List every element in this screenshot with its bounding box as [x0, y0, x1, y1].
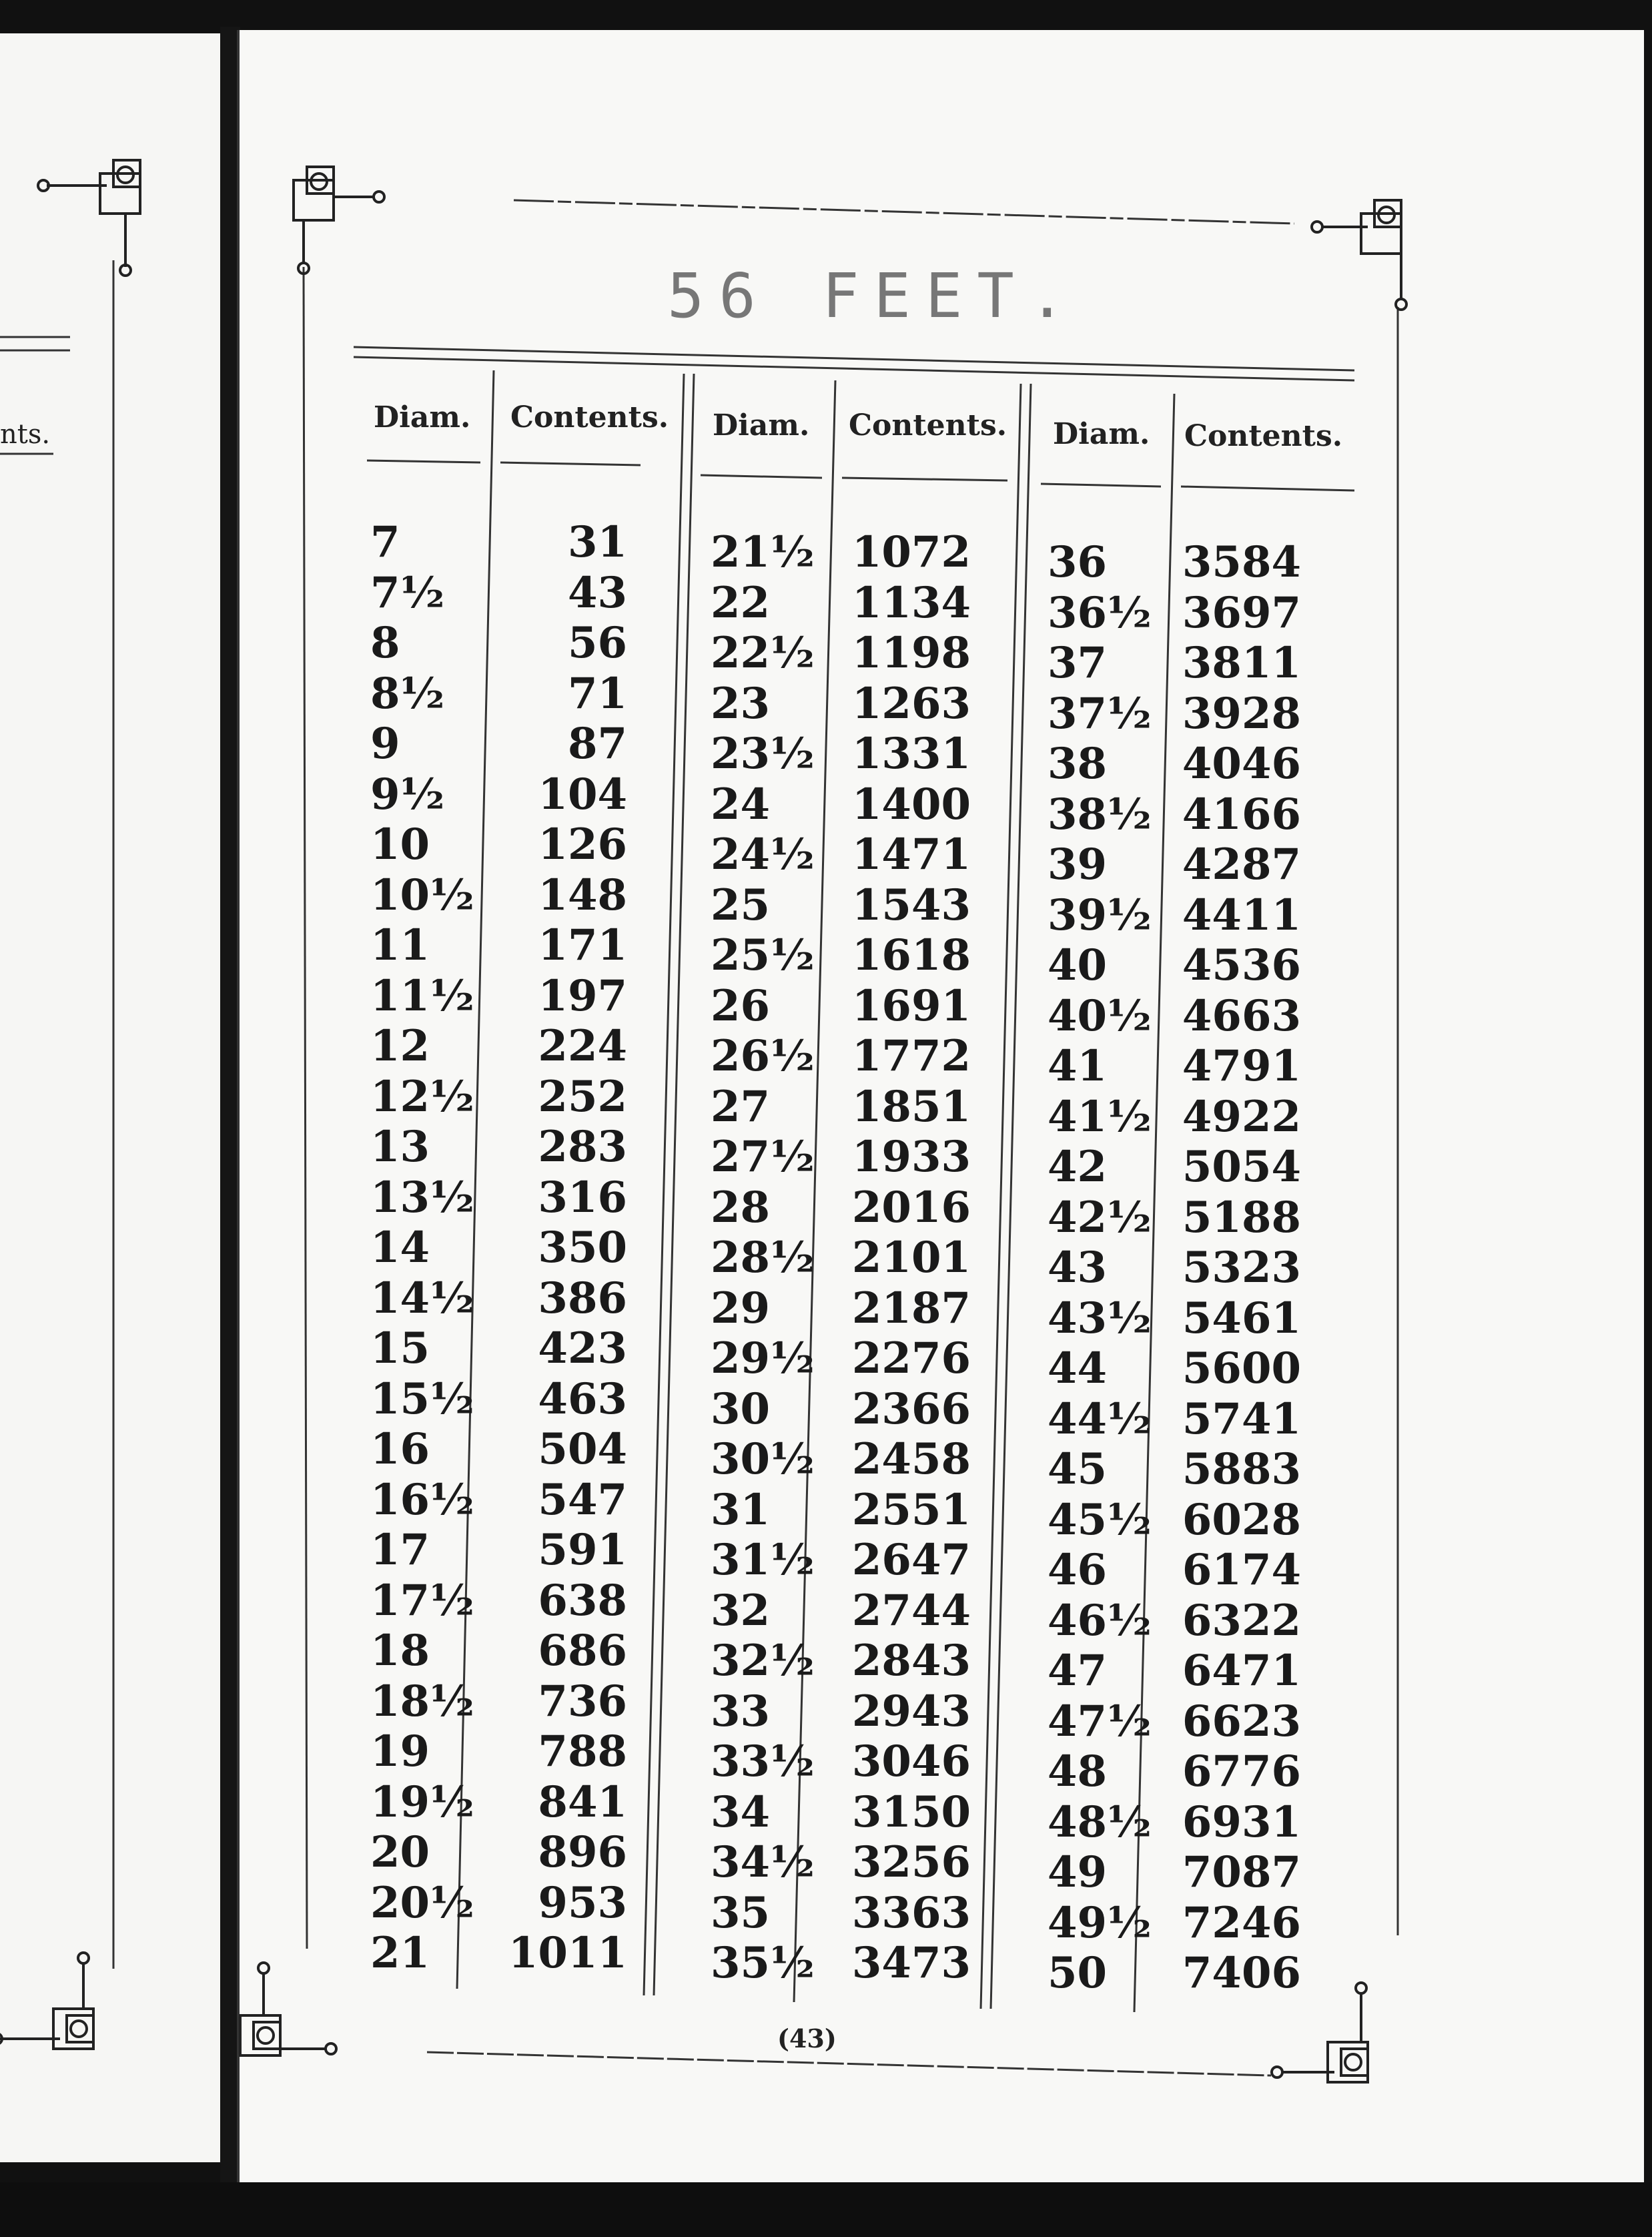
diam-cell: 26½ — [711, 1031, 815, 1081]
diam-cell: 8½ — [370, 668, 445, 719]
header-contents-2: Contents. — [849, 408, 1007, 442]
contents-cell: 1471 — [851, 830, 971, 880]
diam-cell: 48½ — [1048, 1797, 1152, 1847]
diam-cell: 13 — [370, 1122, 430, 1172]
diam-cell: 27½ — [711, 1132, 815, 1182]
header-contents-3: Contents. — [1184, 419, 1343, 453]
diam-cell: 7 — [370, 517, 400, 567]
diam-cell: 14 — [370, 1223, 430, 1273]
header-diam-3: Diam. — [1053, 417, 1150, 451]
diam-cell: 17 — [370, 1525, 430, 1575]
diam-cell: 33 — [711, 1686, 771, 1736]
contents-cell: 3697 — [1182, 587, 1301, 638]
diam-cell: 46½ — [1048, 1595, 1152, 1646]
contents-cell: 463 — [538, 1373, 627, 1424]
diam-cell: 45½ — [1048, 1494, 1152, 1545]
contents-cell: 1011 — [508, 1928, 627, 1978]
diam-cell: 8 — [370, 618, 400, 668]
diam-cell: 49½ — [1048, 1897, 1152, 1948]
contents-cell: 1198 — [851, 628, 971, 678]
diam-cell: 16 — [370, 1424, 430, 1474]
diam-cell: 10 — [370, 820, 430, 870]
contents-cell: 5461 — [1182, 1293, 1301, 1343]
contents-cell: 71 — [567, 668, 627, 719]
contents-cell: 6322 — [1182, 1595, 1301, 1646]
diam-cell: 12½ — [370, 1071, 474, 1122]
contents-cell: 252 — [538, 1071, 627, 1122]
diam-cell: 43 — [1048, 1243, 1108, 1293]
contents-cell: 1691 — [851, 980, 971, 1031]
contents-cell: 5054 — [1182, 1142, 1301, 1192]
contents-cell: 2943 — [851, 1686, 971, 1736]
contents-cell: 4536 — [1182, 940, 1301, 990]
contents-cell: 3584 — [1182, 537, 1301, 587]
contents-cell: 4166 — [1182, 789, 1301, 840]
header-contents-1: Contents. — [510, 400, 669, 434]
header-diam-1: Diam. — [374, 400, 471, 434]
contents-cell: 6471 — [1182, 1646, 1301, 1696]
contents-cell: 5188 — [1182, 1192, 1301, 1243]
contents-cell: 87 — [567, 719, 627, 769]
contents-cell: 953 — [538, 1877, 627, 1928]
diam-cell: 49 — [1048, 1847, 1108, 1897]
contents-cell: 283 — [538, 1122, 627, 1172]
diam-cell: 43½ — [1048, 1293, 1152, 1343]
contents-cell: 197 — [538, 970, 627, 1021]
group3-diam-column — [1048, 537, 1161, 1999]
contents-cell: 3811 — [1182, 638, 1301, 688]
contents-cell: 841 — [538, 1777, 627, 1827]
contents-cell: 1851 — [851, 1081, 971, 1132]
diam-cell: 9 — [370, 719, 400, 769]
diam-cell: 21 — [370, 1928, 430, 1978]
diam-cell: 35½ — [711, 1938, 815, 1988]
contents-cell: 1543 — [851, 880, 971, 930]
contents-cell: 423 — [538, 1323, 627, 1373]
diam-cell: 15½ — [370, 1373, 474, 1424]
diam-cell: 39 — [1048, 840, 1108, 890]
contents-cell: 7406 — [1182, 1948, 1301, 1998]
diam-cell: 25 — [711, 880, 771, 930]
contents-cell: 2647 — [851, 1535, 971, 1585]
contents-cell: 3363 — [851, 1887, 971, 1938]
diam-cell: 22 — [711, 577, 771, 628]
contents-cell: 2843 — [851, 1636, 971, 1686]
diam-cell: 40½ — [1048, 990, 1152, 1041]
diam-cell: 13½ — [370, 1172, 474, 1223]
diam-cell: 31½ — [711, 1535, 815, 1585]
contents-cell: 638 — [538, 1575, 627, 1626]
diam-cell: 37 — [1048, 638, 1108, 688]
contents-cell: 126 — [538, 820, 627, 870]
contents-cell: 2016 — [851, 1182, 971, 1233]
diam-cell: 26 — [711, 980, 771, 1031]
group1-diam-column — [370, 517, 484, 1979]
contents-cell: 148 — [538, 870, 627, 920]
diam-cell: 11 — [370, 920, 430, 970]
diam-cell: 35 — [711, 1887, 771, 1938]
contents-cell: 6174 — [1182, 1545, 1301, 1595]
diam-cell: 42½ — [1048, 1192, 1152, 1243]
contents-cell: 736 — [538, 1676, 627, 1726]
diam-cell: 18 — [370, 1626, 430, 1676]
diam-cell: 14½ — [370, 1273, 474, 1323]
diam-cell: 42 — [1048, 1142, 1108, 1192]
page-title: 56 FEET. — [667, 260, 1081, 332]
diam-cell: 32 — [711, 1585, 771, 1636]
diam-cell: 25½ — [711, 930, 815, 980]
diam-cell: 20 — [370, 1827, 430, 1877]
diam-cell: 19½ — [370, 1777, 474, 1827]
diam-cell: 7½ — [370, 567, 445, 618]
diam-cell: 50 — [1048, 1948, 1108, 1998]
diam-cell: 22½ — [711, 628, 815, 678]
contents-cell: 788 — [538, 1726, 627, 1777]
contents-cell: 43 — [567, 567, 627, 618]
diam-cell: 44 — [1048, 1343, 1108, 1393]
diam-cell: 38½ — [1048, 789, 1152, 840]
diam-cell: 41 — [1048, 1041, 1108, 1091]
contents-cell: 2101 — [851, 1233, 971, 1283]
contents-cell: 56 — [567, 618, 627, 668]
diam-cell: 30½ — [711, 1434, 815, 1484]
contents-cell: 5323 — [1182, 1243, 1301, 1293]
diam-cell: 45 — [1048, 1444, 1108, 1494]
diam-cell: 30 — [711, 1383, 771, 1434]
contents-cell: 2276 — [851, 1333, 971, 1383]
contents-cell: 3256 — [851, 1837, 971, 1887]
diam-cell: 20½ — [370, 1877, 474, 1928]
diam-cell: 23 — [711, 678, 771, 729]
diam-cell: 40 — [1048, 940, 1108, 990]
contents-cell: 2744 — [851, 1585, 971, 1636]
diam-cell: 21½ — [711, 527, 815, 577]
diam-cell: 46 — [1048, 1545, 1108, 1595]
contents-cell: 1331 — [851, 729, 971, 779]
diam-cell: 12 — [370, 1021, 430, 1071]
diam-cell: 28½ — [711, 1233, 815, 1283]
diam-cell: 37½ — [1048, 688, 1152, 739]
diam-cell: 31 — [711, 1484, 771, 1535]
contents-cell: 2366 — [851, 1383, 971, 1434]
contents-cell: 3150 — [851, 1787, 971, 1837]
header-diam-2: Diam. — [713, 408, 810, 442]
diam-cell: 23½ — [711, 729, 815, 779]
diam-cell: 24 — [711, 779, 771, 830]
contents-cell: 2458 — [851, 1434, 971, 1484]
contents-cell: 5741 — [1182, 1393, 1301, 1444]
contents-cell: 3473 — [851, 1938, 971, 1988]
contents-cell: 7087 — [1182, 1847, 1301, 1897]
contents-cell: 1618 — [851, 930, 971, 980]
contents-cell: 1134 — [851, 577, 971, 628]
diam-cell: 48 — [1048, 1746, 1108, 1797]
diam-cell: 34½ — [711, 1837, 815, 1887]
contents-cell: 386 — [538, 1273, 627, 1323]
contents-cell: 1933 — [851, 1132, 971, 1182]
contents-cell: 1072 — [851, 527, 971, 577]
group3-contents-column — [1168, 537, 1301, 1999]
diam-cell: 44½ — [1048, 1393, 1152, 1444]
diam-cell: 19 — [370, 1726, 430, 1777]
contents-cell: 4411 — [1182, 890, 1301, 940]
contents-cell: 547 — [538, 1474, 627, 1525]
contents-cell: 4791 — [1182, 1041, 1301, 1091]
contents-cell: 3046 — [851, 1736, 971, 1787]
diam-cell: 28 — [711, 1182, 771, 1233]
contents-cell: 5600 — [1182, 1343, 1301, 1393]
diam-cell: 36 — [1048, 537, 1108, 587]
contents-cell: 1263 — [851, 678, 971, 729]
diam-cell: 15 — [370, 1323, 430, 1373]
contents-cell: 6623 — [1182, 1696, 1301, 1746]
group2-diam-column — [711, 527, 824, 1989]
diam-cell: 36½ — [1048, 587, 1152, 638]
contents-cell: 3928 — [1182, 688, 1301, 739]
left-page-fragment: nts. — [0, 419, 51, 450]
contents-cell: 31 — [567, 517, 627, 567]
contents-cell: 1772 — [851, 1031, 971, 1081]
contents-cell: 4287 — [1182, 840, 1301, 890]
contents-cell: 350 — [538, 1223, 627, 1273]
contents-cell: 591 — [538, 1525, 627, 1575]
diam-cell: 39½ — [1048, 890, 1152, 940]
contents-cell: 171 — [538, 920, 627, 970]
contents-cell: 2551 — [851, 1484, 971, 1535]
diam-cell: 29 — [711, 1283, 771, 1333]
group1-contents-column — [494, 517, 627, 1979]
contents-cell: 6931 — [1182, 1797, 1301, 1847]
diam-cell: 38 — [1048, 739, 1108, 789]
contents-cell: 316 — [538, 1172, 627, 1223]
diam-cell: 27 — [711, 1081, 771, 1132]
diam-cell: 34 — [711, 1787, 771, 1837]
contents-cell: 7246 — [1182, 1897, 1301, 1948]
diam-cell: 29½ — [711, 1333, 815, 1383]
diam-cell: 17½ — [370, 1575, 474, 1626]
contents-cell: 6028 — [1182, 1494, 1301, 1545]
contents-cell: 896 — [538, 1827, 627, 1877]
diam-cell: 11½ — [370, 970, 474, 1021]
diam-cell: 16½ — [370, 1474, 474, 1525]
diam-cell: 41½ — [1048, 1091, 1152, 1142]
contents-cell: 5883 — [1182, 1444, 1301, 1494]
contents-cell: 4922 — [1182, 1091, 1301, 1142]
group2-contents-column — [831, 527, 971, 1989]
diam-cell: 9½ — [370, 769, 445, 820]
diam-cell: 18½ — [370, 1676, 474, 1726]
diam-cell: 10½ — [370, 870, 474, 920]
diam-cell: 47 — [1048, 1646, 1108, 1696]
contents-cell: 2187 — [851, 1283, 971, 1333]
contents-cell: 104 — [538, 769, 627, 820]
diam-cell: 24½ — [711, 830, 815, 880]
contents-cell: 4663 — [1182, 990, 1301, 1041]
diam-cell: 32½ — [711, 1636, 815, 1686]
page-number: (43) — [777, 2023, 837, 2053]
contents-cell: 1400 — [851, 779, 971, 830]
diam-cell: 33½ — [711, 1736, 815, 1787]
contents-cell: 504 — [538, 1424, 627, 1474]
contents-cell: 224 — [538, 1021, 627, 1071]
contents-cell: 6776 — [1182, 1746, 1301, 1797]
contents-cell: 4046 — [1182, 739, 1301, 789]
contents-cell: 686 — [538, 1626, 627, 1676]
diam-cell: 47½ — [1048, 1696, 1152, 1746]
